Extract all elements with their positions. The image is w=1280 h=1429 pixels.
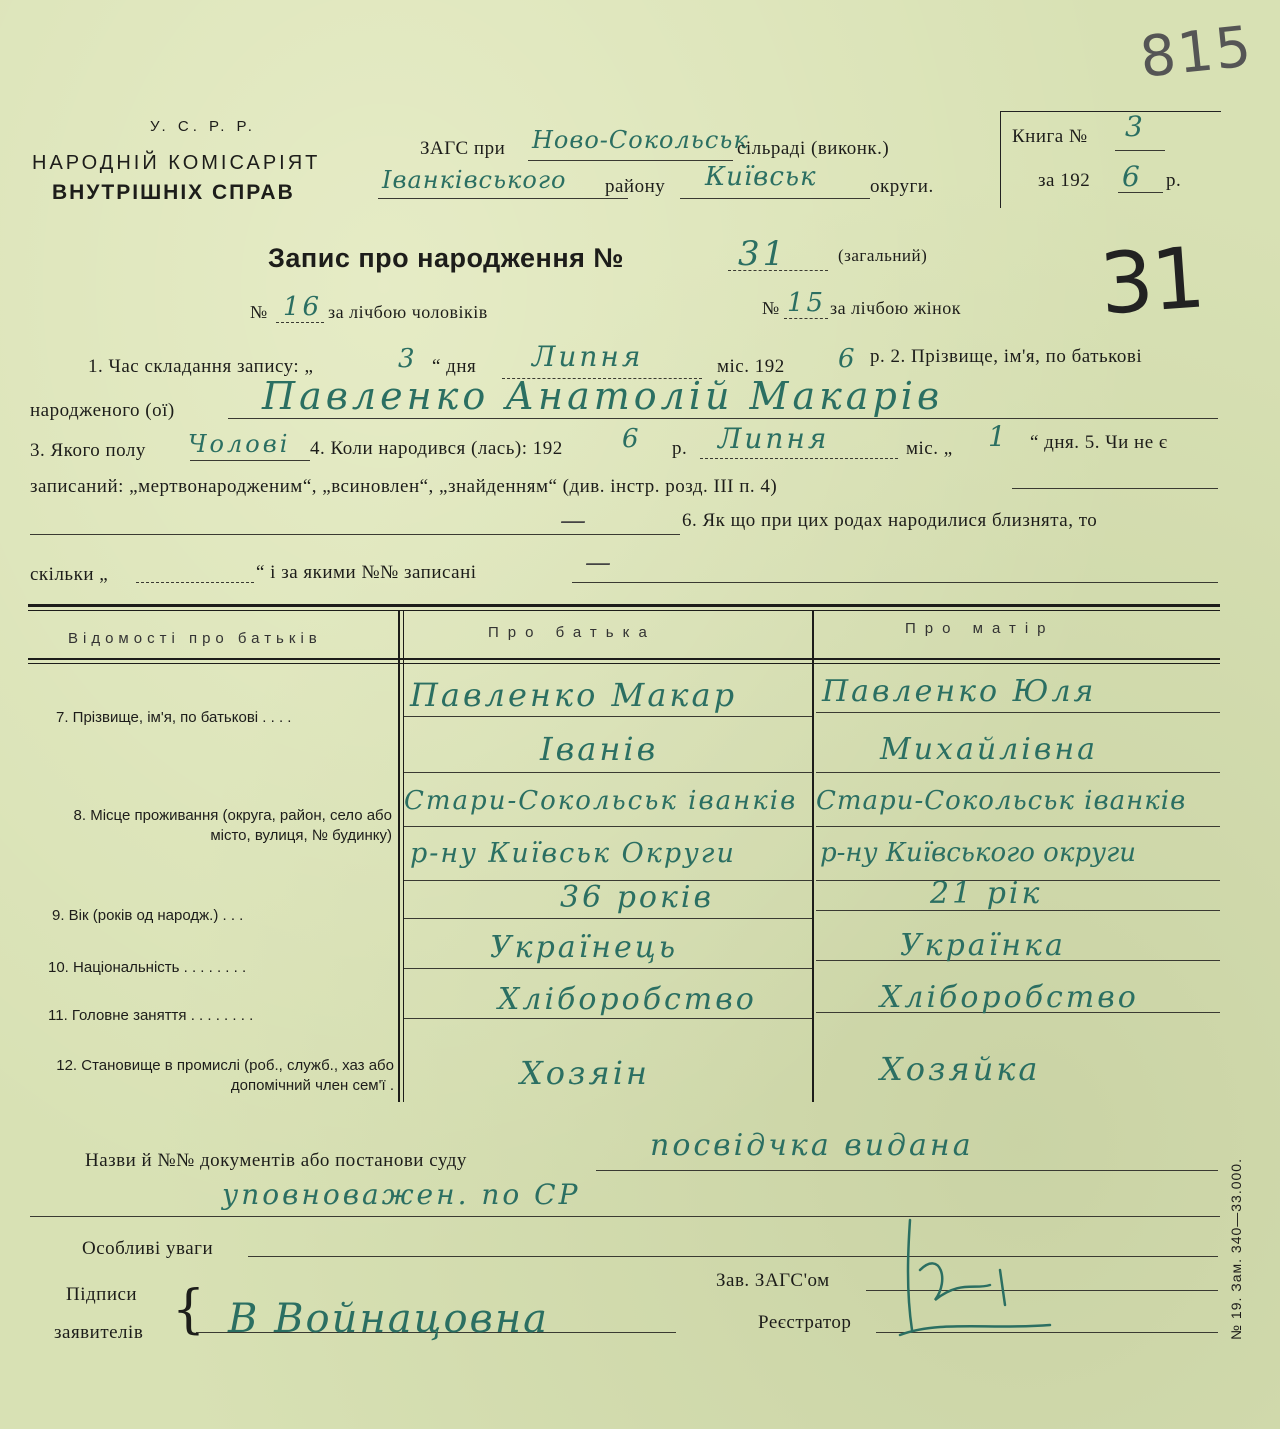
women-label: за лічбою жінок <box>830 298 962 318</box>
item-1-year-handwritten: 6 <box>838 344 858 374</box>
mother-residence-line-2-handwritten: р-ну Київського округи <box>820 838 1136 868</box>
item-1-month-handwritten: Липня <box>532 340 644 373</box>
commissariat-line-1: НАРОДНІЙ КОМІСАРІЯТ <box>32 152 321 174</box>
mother-patronymic-handwritten: Михайлівна <box>880 732 1098 767</box>
father-nationality-handwritten: Українець <box>490 930 679 965</box>
applicant-signature-handwritten: В Войнацовна <box>228 1296 550 1342</box>
row-label-residence: 8. Місце проживання (округа, район, село або місто, вулиця, № будинку) <box>73 807 392 844</box>
birth-year-suffix: р. <box>672 438 688 459</box>
margin-number-handwritten: 31 <box>1096 228 1207 334</box>
book-label: Книга № <box>1012 126 1088 147</box>
item-2-label: р. 2. Прізвище, ім'я, по батькові <box>870 346 1143 367</box>
men-number-handwritten: 16 <box>283 292 323 322</box>
birth-year-handwritten: 6 <box>622 424 642 454</box>
item-6-answer-handwritten: — <box>585 548 614 578</box>
men-label: за лічбою чоловіків <box>328 302 488 322</box>
birth-day-handwritten: 1 <box>988 420 1009 453</box>
general-label: (загальний) <box>838 246 928 265</box>
item-1-year-label: міс. 192 <box>717 356 785 377</box>
item-3-label: 3. Якого полу <box>30 440 146 461</box>
district-word: району <box>605 176 666 197</box>
head-label: Зав. ЗАГС'ом <box>716 1270 830 1291</box>
district-handwritten: Іванківського <box>382 166 567 194</box>
father-age-handwritten: 36 років <box>560 880 714 915</box>
documents-line-2-handwritten: уповноважен. по СР <box>222 1178 581 1211</box>
year-suffix: р. <box>1166 170 1182 191</box>
row-label-name: 7. Прізвище, ім'я, по батькові . . . . <box>56 709 292 726</box>
item-5-question: записаний: „мертвонародженим“, „всиновлен“, „знайденням“ (див. інстр. розд. III п. 4) <box>30 476 778 497</box>
father-occupation-handwritten: Хліборобство <box>498 982 757 1017</box>
mother-status-handwritten: Хозяйка <box>880 1050 1041 1088</box>
mother-name-handwritten: Павленко Юля <box>822 674 1097 709</box>
documents-label: Назви й №№ документів або постанови суду <box>85 1150 467 1171</box>
row-label-status: 12. Становище в промислі (роб., служб., хаз або допомічний член сем'ї . <box>56 1057 394 1094</box>
mother-age-handwritten: 21 рік <box>930 876 1043 911</box>
women-no-label: № <box>762 298 780 318</box>
okrug-handwritten: Київськ <box>705 162 817 192</box>
row-label-age: 9. Вік (років од народж.) . . . <box>52 907 244 924</box>
okrug-word: округи. <box>870 176 934 197</box>
item-1-day-suffix: “ дня <box>432 356 477 377</box>
registrar-signature <box>880 1210 1080 1360</box>
brace-icon: { <box>172 1280 206 1340</box>
women-number-handwritten: 15 <box>787 288 827 318</box>
ussr-label: У. С. Р. Р. <box>150 118 256 135</box>
father-residence-line-1-handwritten: Стари-Сокольськ іванків <box>404 786 798 816</box>
item-1-day-handwritten: 3 <box>398 344 418 374</box>
item-1-label: 1. Час складання запису: „ <box>88 356 314 377</box>
men-no-label: № <box>250 302 268 322</box>
year-handwritten: 6 <box>1122 160 1143 193</box>
col-header-father: Про батька <box>488 624 656 641</box>
birth-month-handwritten: Липня <box>718 422 830 455</box>
col-header-mother: Про матір <box>905 620 1055 637</box>
mother-nationality-handwritten: Українка <box>900 928 1066 963</box>
father-patronymic-handwritten: Іванів <box>540 730 659 768</box>
signatures-label-1: Підписи <box>66 1284 138 1305</box>
zags-suffix: сільраді (виконк.) <box>737 138 890 159</box>
father-residence-line-2-handwritten: р-ну Київськ Округи <box>410 838 736 869</box>
row-label-nationality: 10. Національність . . . . . . . . <box>48 959 247 976</box>
item-2-subject-label: народженого (ої) <box>30 400 175 421</box>
father-name-handwritten: Павленко Макар <box>410 676 738 714</box>
item-6-numbers-label: “ і за якими №№ записані <box>256 562 477 583</box>
record-title: Запис про народження № <box>268 243 625 273</box>
registrar-label: Реєстратор <box>758 1312 852 1333</box>
mother-occupation-handwritten: Хліборобство <box>880 980 1139 1015</box>
documents-line-1-handwritten: посвідчка видана <box>650 1128 974 1163</box>
sex-handwritten: Чолові <box>188 430 291 458</box>
side-print-code: № 19. Зам. 340—33.000. <box>1228 1158 1244 1340</box>
archive-page-number: 815 <box>1136 14 1256 91</box>
record-number-handwritten: 31 <box>738 234 788 274</box>
zags-prefix: ЗАГС при <box>420 138 506 159</box>
row-label-occupation: 11. Головне заняття . . . . . . . . <box>48 1007 254 1024</box>
col-header-parents: Відомості про батьків <box>68 630 322 647</box>
mother-residence-line-1-handwritten: Стари-Сокольськ іванків <box>816 786 1187 816</box>
book-number-handwritten: 3 <box>1125 110 1146 143</box>
item-6-count-label: скільки „ <box>30 564 109 585</box>
child-name-handwritten: Павленко Анатолій Макарів <box>262 374 944 418</box>
zags-village-handwritten: Ново-Сокольськ <box>532 126 749 154</box>
item-4-label: 4. Коли народився (лась): 192 <box>310 438 563 459</box>
commissariat-line-2: ВНУТРІШНІХ СПРАВ <box>52 181 295 204</box>
special-notes-label: Особливі уваги <box>82 1238 214 1259</box>
signatures-label-2: заявителів <box>54 1322 144 1343</box>
item-5-label: “ дня. 5. Чи не є <box>1030 432 1168 453</box>
item-5-answer-handwritten: — <box>560 506 589 536</box>
year-label: за 192 <box>1038 170 1091 191</box>
father-status-handwritten: Хозяін <box>520 1054 650 1092</box>
item-6-label: 6. Як що при цих родах народилися близнята, то <box>682 510 1098 531</box>
birth-month-label: міс. „ <box>906 438 953 459</box>
